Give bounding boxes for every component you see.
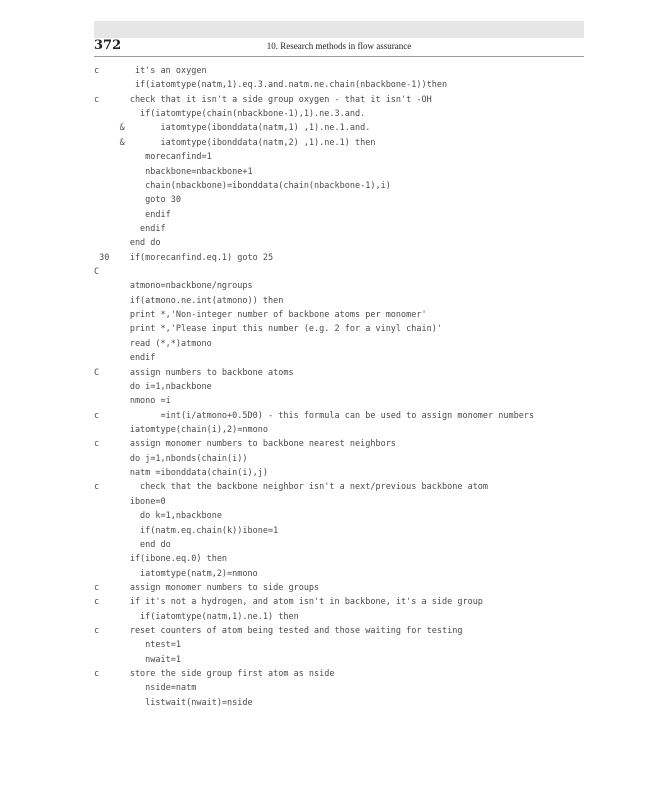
code-line: c =int(i/atmono+0.5D0) - this formula can be used to assign monomer numbers (94, 410, 535, 421)
code-line: c check that it isn't a side group oxygen - that it isn't -OH (94, 94, 432, 105)
code-line: morecanfind=1 (94, 152, 212, 163)
code-line: nbackbone=nbackbone+1 (94, 166, 253, 177)
code-line: end do (94, 238, 161, 249)
code-line: c reset counters of atom being tested and those waiting for testing (94, 626, 463, 637)
code-line: if(ibone.eq.0) then (94, 554, 228, 565)
running-head: 10. Research methods in flow assurance (266, 41, 412, 51)
code-line: if(iatomtype(chain(nbackbone-1),1).ne.3.and. (94, 109, 366, 120)
code-line: natm =ibonddata(chain(i),j) (94, 468, 268, 479)
code-line: atmono=nbackbone/ngroups (94, 281, 253, 292)
code-line: ibone=0 (94, 496, 166, 507)
code-line: endif (94, 223, 166, 234)
header-shading-bar (94, 21, 584, 38)
code-line: if(iatomtype(natm,1).ne.1) then (94, 611, 299, 622)
code-line: do k=1,nbackbone (94, 511, 222, 522)
page-number: 372 (94, 38, 122, 53)
code-line: do j=1,nbonds(chain(i)) (94, 453, 248, 464)
code-line: chain(nbackbone)=ibonddata(chain(nbackbone-1),i) (94, 180, 391, 191)
code-line: c assign monomer numbers to backbone nearest neighbors (94, 439, 396, 450)
code-line: if(atmono.ne.int(atmono)) then (94, 295, 284, 306)
code-line: nmono =i (94, 396, 171, 407)
code-line: endif (94, 353, 156, 364)
code-line: C (94, 267, 100, 278)
code-line: endif (94, 209, 171, 220)
code-line: c it's an oxygen (94, 66, 207, 76)
code-line: c if it's not a hydrogen, and atom isn't in backbone, it's a side group (94, 597, 483, 608)
code-line: nwait=1 (94, 654, 181, 665)
code-line: & iatomtype(ibonddata(natm,1) ,1).ne.1.and. (94, 123, 371, 134)
code-line: c assign monomer numbers to side groups (94, 582, 320, 593)
code-listing (94, 64, 614, 710)
code-line: ntest=1 (94, 640, 181, 651)
code-line: iatomtype(natm,2)=nmono (94, 568, 258, 579)
code-line: & iatomtype(ibonddata(natm,2) ,1).ne.1) then (94, 137, 376, 148)
code-line: print *,'Please input this number (e.g. 2 for a vinyl chain)' (94, 324, 442, 335)
code-line: C assign numbers to backbone atoms (94, 367, 294, 378)
code-line: if(natm.eq.chain(k))ibone=1 (94, 525, 279, 536)
code-line: c store the side group first atom as nside (94, 669, 335, 680)
header-divider (94, 56, 584, 57)
code-line: do i=1,nbackbone (94, 381, 212, 392)
code-line: read (*,*)atmono (94, 338, 212, 349)
code-line: 30 if(morecanfind.eq.1) goto 25 (94, 252, 274, 263)
code-line: iatomtype(chain(i),2)=nmono (94, 424, 268, 435)
code-line: nside=natm (94, 683, 197, 694)
code-line: end do (94, 539, 171, 550)
code-line: goto 30 (94, 195, 181, 206)
code-line: if(iatomtype(natm,1).eq.3.and.natm.ne.chain(nbackbone-1))then (94, 80, 448, 91)
code-line: print *,'Non-integer number of backbone atoms per monomer' (94, 310, 427, 321)
code-line: listwait(nwait)=nside (94, 697, 253, 708)
code-line: c check that the backbone neighbor isn't a next/previous backbone atom (94, 482, 489, 493)
